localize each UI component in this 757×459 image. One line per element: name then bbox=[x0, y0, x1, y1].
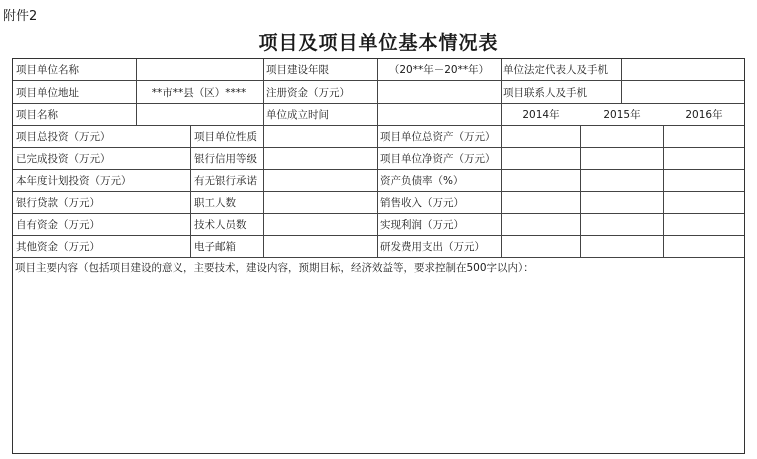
project-name-label: 项目名称 bbox=[16, 109, 58, 121]
unit-name-label: 项目单位名称 bbox=[16, 64, 79, 76]
completed-investment-label: 已完成投资（万元） bbox=[16, 153, 111, 165]
construction-period-label: 项目建设年限 bbox=[266, 64, 329, 76]
grid-line bbox=[136, 59, 137, 125]
contact-person-field[interactable] bbox=[623, 82, 741, 104]
email-label: 电子邮箱 bbox=[194, 241, 236, 253]
bank-loan-label: 银行贷款（万元） bbox=[16, 197, 100, 209]
founded-time-label: 单位成立时间 bbox=[266, 109, 329, 121]
contact-person-label: 项目联系人及手机 bbox=[503, 87, 587, 99]
construction-period-field[interactable]: （20**年－20**年） bbox=[388, 64, 490, 76]
grid-line bbox=[190, 125, 191, 257]
other-funds-label: 其他资金（万元） bbox=[16, 241, 100, 253]
rd-expense-label: 研发费用支出（万元） bbox=[380, 241, 485, 253]
grid-line bbox=[663, 125, 664, 257]
founded-time-field[interactable] bbox=[379, 104, 499, 126]
attachment-label: 附件2 bbox=[3, 9, 38, 24]
employee-count-label: 职工人数 bbox=[194, 197, 236, 209]
total-assets-label: 项目单位总资产（万元） bbox=[380, 131, 496, 143]
total-investment-label: 项目总投资（万元） bbox=[16, 131, 111, 143]
profit-label: 实现利润（万元） bbox=[380, 219, 464, 231]
project-name-field[interactable] bbox=[138, 104, 260, 126]
debt-ratio-label: 资产负债率（%） bbox=[380, 175, 464, 187]
grid-line bbox=[377, 59, 378, 257]
info-form-table bbox=[12, 58, 745, 454]
unit-nature-label: 项目单位性质 bbox=[194, 131, 257, 143]
bank-commitment-label: 有无银行承诺 bbox=[194, 175, 257, 187]
registered-capital-field[interactable] bbox=[379, 82, 499, 104]
grid-line bbox=[263, 59, 264, 257]
grid-line bbox=[501, 59, 502, 257]
tech-staff-label: 技术人员数 bbox=[194, 219, 247, 231]
unit-name-field[interactable] bbox=[138, 59, 260, 81]
sales-revenue-label: 销售收入（万元） bbox=[380, 197, 464, 209]
grid-line bbox=[621, 59, 622, 103]
own-funds-label: 自有资金（万元） bbox=[16, 219, 100, 231]
unit-address-field[interactable]: **市**县（区）**** bbox=[151, 87, 247, 99]
net-assets-label: 项目单位净资产（万元） bbox=[380, 153, 496, 165]
unit-address-label: 项目单位地址 bbox=[16, 87, 79, 99]
year-header-2014: 2014年 bbox=[522, 109, 560, 121]
registered-capital-label: 注册资金（万元） bbox=[266, 87, 350, 99]
legal-rep-field[interactable] bbox=[623, 59, 741, 81]
grid-line bbox=[580, 125, 581, 257]
planned-investment-label: 本年度计划投资（万元） bbox=[16, 175, 132, 187]
legal-rep-label: 单位法定代表人及手机 bbox=[503, 64, 608, 76]
page-title: 项目及项目单位基本情况表 bbox=[258, 32, 499, 54]
bank-credit-label: 银行信用等级 bbox=[194, 153, 257, 165]
year-header-2015: 2015年 bbox=[603, 109, 641, 121]
year-header-2016: 2016年 bbox=[685, 109, 723, 121]
project-content-label: 项目主要内容（包括项目建设的意义，主要技术，建设内容，预期目标，经济效益等，要求控制在500字以内）： bbox=[15, 262, 534, 274]
